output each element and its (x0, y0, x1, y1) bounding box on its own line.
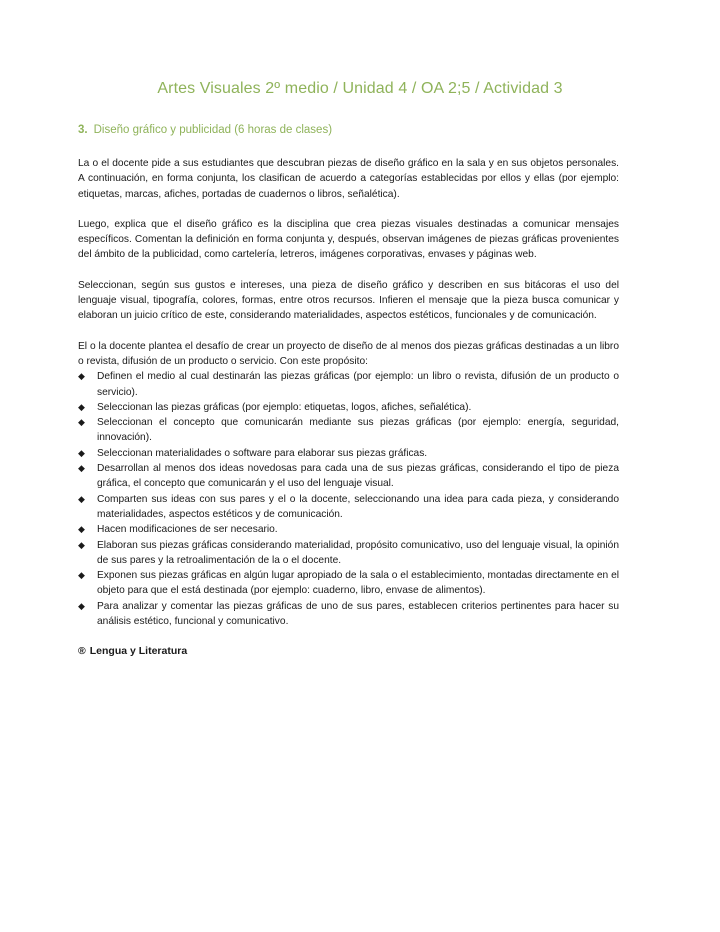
list-item: ◆ Seleccionan el concepto que comunicarán mediante sus piezas gráficas (por ejemplo: energía, seguridad, innovación). (78, 417, 619, 444)
diamond-bullet-icon: ◆ (78, 463, 85, 474)
related-subject-label: Lengua y Literatura (89, 645, 188, 658)
list-item: ◆ Elaboran sus piezas gráficas considerando materialidad, propósito comunicativo, uso del lenguaje visual, la opinión de sus pares y la retroalimentación de la o el docente. (78, 539, 619, 566)
project-intro: El o la docente plantea el desafío de crear un proyecto de diseño de al menos dos piezas gráficas destinadas a un libro o revista, difusión de un producto o servicio. Con este propósito: (78, 340, 619, 367)
list-item: ◆ Desarrollan al menos dos ideas novedosas para cada una de sus piezas gráficas, considerando el tipo de pieza gráfica, el concepto que comunicarán y el uso del lenguaje visual. (78, 463, 619, 490)
activity-body (78, 156, 619, 660)
diamond-bullet-icon: ◆ (78, 447, 85, 458)
related-subject (78, 644, 619, 659)
registered-icon: ® (78, 645, 86, 658)
list-item: ◆ Definen el medio al cual destinarán las piezas gráficas (por ejemplo: un libro o revista, difusión de un producto o servicio). (78, 371, 619, 398)
section-number: 3. (78, 124, 88, 136)
diamond-bullet-icon: ◆ (78, 493, 85, 504)
diamond-bullet-icon: ◆ (78, 539, 85, 550)
paragraph-3: Seleccionan, según sus gustos e intereses, una pieza de diseño gráfico y describen en sus bitácoras el uso del lenguaje visual, tipografía, colores, formas, entre otros recursos. Infieren el mensaje que la pieza busca comunicar y elaboran un juicio crítico de este, considerando materialidades, aspectos estéticos, funcionales y de comunicación. (78, 279, 619, 322)
list-item: ◆ Para analizar y comentar las piezas gráficas de uno de sus pares, establecen criterios pertinentes para hacer su análisis estético, funcional y comunicativo. (78, 600, 619, 628)
list-item: ◆ Seleccionan materialidades o software para elaborar sus piezas gráficas. (78, 446, 619, 461)
list-item: ◆ Comparten sus ideas con sus pares y el o la docente, seleccionando una idea para cada pieza, y considerando materialidades, aspectos estéticos y de comunicación. (78, 493, 619, 520)
list-item: ◆ Exponen sus piezas gráficas en algún lugar apropiado de la sala o el establecimiento, montadas directamente en el objeto para que el está destinada (por ejemplo: cuaderno, libro, envase de alimentos). (78, 570, 619, 597)
diamond-bullet-icon: ◆ (78, 600, 85, 611)
paragraph-2: Luego, explica que el diseño gráfico es la disciplina que crea piezas visuales destinadas a comunicar mensajes específicos. Comentan la definición en forma conjunta y, después, observan imágenes de piezas gráficas provenientes del ámbito de la publicidad, como cartelería, letreros, imágenes corporativas, envases y páginas web. (78, 218, 619, 261)
diamond-bullet-icon: ◆ (78, 417, 85, 428)
diamond-bullet-icon: ◆ (78, 524, 85, 535)
page-title: Artes Visuales 2º medio / Unidad 4 / OA 2;5 / Actividad 3 (157, 80, 563, 97)
steps-list (78, 369, 619, 629)
list-item: ◆ Hacen modificaciones de ser necesario. (78, 522, 619, 537)
diamond-bullet-icon: ◆ (78, 570, 85, 581)
diamond-bullet-icon: ◆ (78, 371, 85, 382)
paragraph-1: La o el docente pide a sus estudiantes que descubran piezas de diseño gráfico en la sala y en sus objetos personales. A continuación, en forma conjunta, los clasifican de acuerdo a categorías establecidas por ellos y ellas (por ejemplo: etiquetas, marcas, afiches, portadas de cuadernos o libros, señalética). (78, 158, 619, 200)
list-item: ◆ Seleccionan las piezas gráficas (por ejemplo: etiquetas, logos, afiches, señalética). (78, 400, 619, 415)
section-title: Diseño gráfico y publicidad (6 horas de clases) (93, 124, 333, 136)
diamond-bullet-icon: ◆ (78, 401, 85, 412)
section-heading (78, 124, 332, 136)
